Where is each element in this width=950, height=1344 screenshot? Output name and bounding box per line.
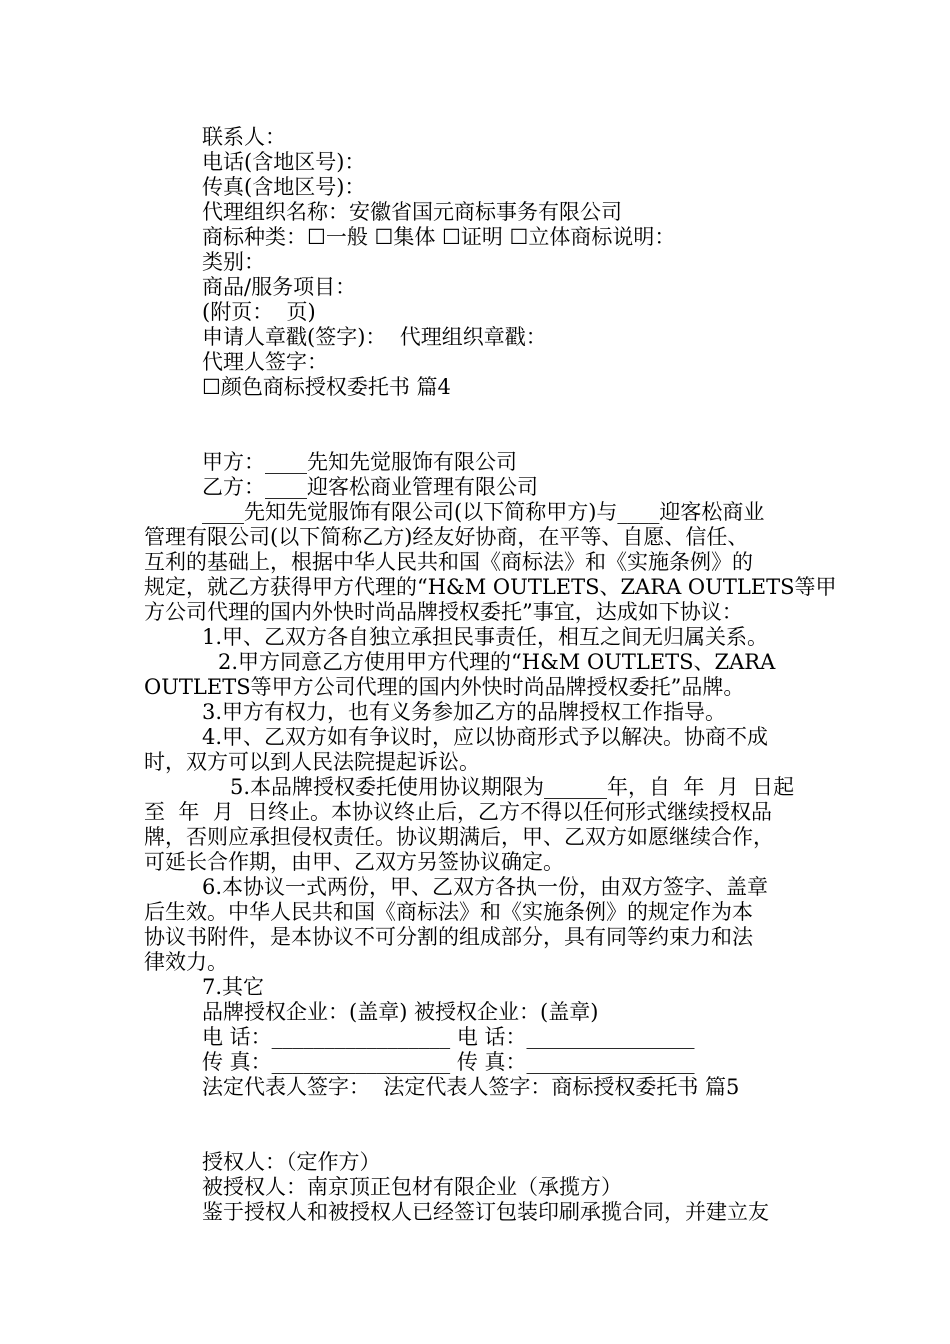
signature-legal-line: 法定代表人签字： 法定代表人签字：商标授权委托书 篇5 xyxy=(202,1075,740,1099)
grantee-line: 被授权人：南京顶正包材有限企业（承揽方） xyxy=(202,1175,622,1199)
party-a-line: 甲方：____先知先觉服饰有限公司 xyxy=(202,450,517,474)
phone-line: 电话(含地区号)： xyxy=(202,150,366,174)
clause-7: 7.其它 xyxy=(202,975,265,999)
agent-sign-line: 代理人签字： xyxy=(202,350,328,374)
clause-3: 3.甲方有权力，也有义务参加乙方的品牌授权工作指导。 xyxy=(202,700,727,724)
party-b-line: 乙方：____迎客松商业管理有限公司 xyxy=(202,475,538,499)
signature-fax-line: 传 真：_________________ 传 真：________________ xyxy=(202,1050,695,1074)
intro-line: ____先知先觉服饰有限公司(以下简称甲方)与____迎客松商业 xyxy=(202,500,765,524)
applicant-seal-line: 申请人章戳(签字)： 代理组织章戳： xyxy=(202,325,547,349)
clause-6-line: 律效力。 xyxy=(144,950,228,974)
section-heading: ☐颜色商标授权委托书 篇4 xyxy=(202,375,451,399)
clause-6-line: 后生效。中华人民共和国《商标法》和《实施条例》的规定作为本 xyxy=(144,900,753,924)
grantor-line: 授权人：（定作方） xyxy=(202,1150,381,1174)
clause-1: 1.甲、乙双方各自独立承担民事责任，相互之间无归属关系。 xyxy=(202,625,769,649)
intro-line: 方公司代理的国内外快时尚品牌授权委托”事宜，达成如下协议： xyxy=(144,600,743,624)
clause-4-line: 时，双方可以到人民法院提起诉讼。 xyxy=(144,750,480,774)
signature-phone-line: 电 话：_________________ 电 话：________________ xyxy=(202,1025,695,1049)
intro-line: 规定，就乙方获得甲方代理的“H&M OUTLETS、ZARA OUTLETS等甲 xyxy=(144,575,837,599)
clause-5-line: 可延长合作期，由甲、乙双方另签协议确定。 xyxy=(144,850,564,874)
clause-4-line: 4.甲、乙双方如有争议时，应以协商形式予以解决。协商不成 xyxy=(202,725,769,749)
clause-2-line: 2.甲方同意乙方使用甲方代理的“H&M OUTLETS、ZARA xyxy=(218,650,776,674)
intro-line: 管理有限公司(以下简称乙方)经友好协商，在平等、自愿、信任、 xyxy=(144,525,749,549)
contact-line: 联系人： xyxy=(202,125,286,149)
category-line: 类别： xyxy=(202,250,265,274)
clause-5-line: 牌，否则应承担侵权责任。协议期满后，甲、乙双方如愿继续合作， xyxy=(144,825,774,849)
clause-2-line: OUTLETS等甲方公司代理的国内外快时尚品牌授权委托”品牌。 xyxy=(144,675,745,699)
fax-line: 传真(含地区号)： xyxy=(202,175,366,199)
clause-6-line: 6.本协议一式两份，甲、乙双方各执一份，由双方签字、盖章 xyxy=(202,875,769,899)
attachment-line: (附页： 页) xyxy=(202,300,316,324)
signature-seal-line: 品牌授权企业：(盖章) 被授权企业：(盖章) xyxy=(202,1000,599,1024)
clause-5-line: 5.本品牌授权委托使用协议期限为______年，自 年 月 日起 xyxy=(230,775,795,799)
mark-types-line: 商标种类：☐一般 ☐集体 ☐证明 ☐立体商标说明： xyxy=(202,225,676,249)
clause-5-line: 至 年 月 日终止。本协议终止后，乙方不得以任何形式继续授权品 xyxy=(144,800,773,824)
closing-line: 鉴于授权人和被授权人已经签订包装印刷承揽合同，并建立友 xyxy=(202,1200,769,1224)
agency-line: 代理组织名称：安徽省国元商标事务有限公司 xyxy=(202,200,622,224)
intro-line: 互利的基础上，根据中华人民共和国《商标法》和《实施条例》的 xyxy=(144,550,753,574)
clause-6-line: 协议书附件，是本协议不可分割的组成部分，具有同等约束力和法 xyxy=(144,925,753,949)
goods-line: 商品/服务项目： xyxy=(202,275,357,299)
